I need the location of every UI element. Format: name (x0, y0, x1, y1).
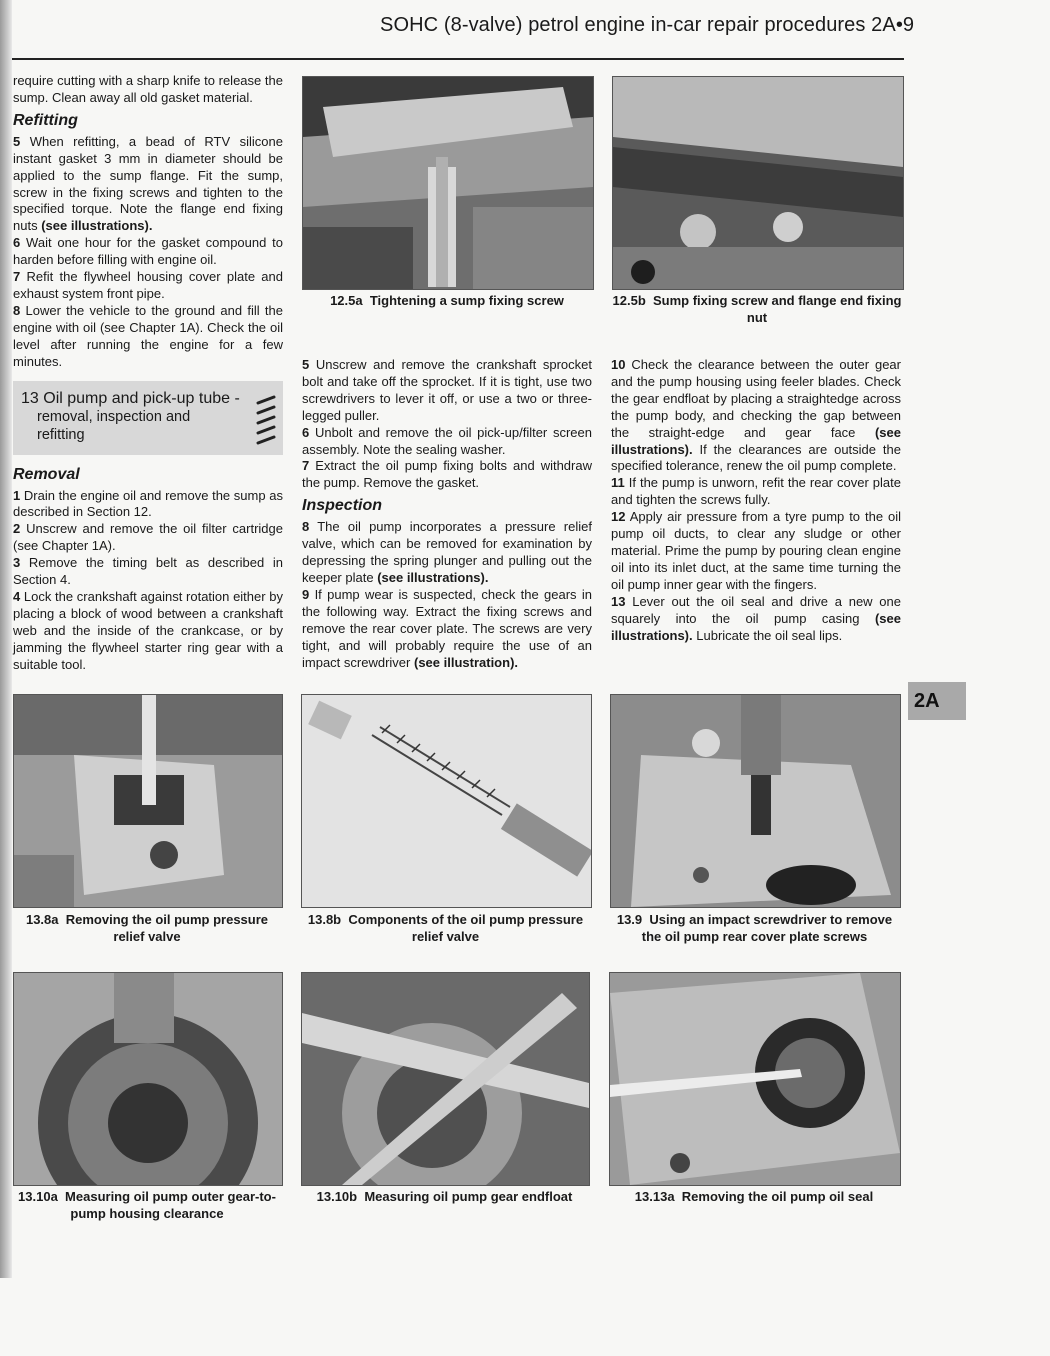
mid-para-8: 8 The oil pump incorporates a pressure relief valve, which can be removed for examination by depressing the spring plunger and pulling out the keeper plate (see illustrations). (302, 519, 592, 585)
right-para-13: 13 Lever out the oil seal and drive a new one squarely into the oil pump casing (see illustrations). Lubricate the oil seal lips. (611, 593, 901, 643)
inspection-heading: Inspection (302, 497, 383, 515)
photo-13-9 (610, 694, 901, 908)
mid-para-6: 6 Unbolt and remove the oil pick-up/filter screen assembly. Note the sealing washer. (302, 424, 592, 457)
header-rule (12, 58, 904, 60)
para-4: 4 Lock the crankshaft against rotation either by placing a block of wood between a crankshaft web and the inside of the crankcase, or by jamming the flywheel starter ring gear with a suitable tool. (13, 588, 283, 672)
photo-12-5b (612, 76, 904, 290)
caption-13-10a: 13.10a Measuring oil pump outer gear-to-pump housing clearance (18, 1189, 276, 1221)
right-para-11: 11 If the pump is unworn, refit the rear cover plate and tighten the screws fully. (611, 475, 901, 508)
para-2: 2 Unscrew and remove the oil filter cartridge (see Chapter 1A). (13, 521, 283, 554)
caption-12-5b: 12.5b Sump fixing screw and flange end fixing nut (612, 293, 902, 325)
right-column (611, 357, 901, 644)
chapter-tab: 2A (908, 682, 966, 720)
section-13-box (13, 381, 283, 455)
photo-13-10a (13, 972, 283, 1186)
intro-text: require cutting with a sharp knife to release the sump. Clean away all old gasket material. (13, 73, 283, 105)
caption-13-13a: 13.13a Removing the oil pump oil seal (634, 1189, 874, 1204)
para-3: 3 Remove the timing belt as described in Section 4. (13, 555, 283, 588)
left-column (13, 73, 283, 673)
right-para-10: 10 Check the clearance between the outer gear and the pump housing using feeler blades. Check the gear endfloat by placing a straightedge across the pump body, and checking the gap between the straight-edge and gear face (see illustrations). If the clearances are outside the specified tolerance, renew the oil pump complete. (611, 357, 901, 474)
mid-para-7: 7 Extract the oil pump fixing bolts and withdraw the pump. Remove the gasket. (302, 458, 592, 491)
removal-heading: Removal (13, 465, 80, 483)
caption-13-8a: 13.8a Removing the oil pump pressure relief valve (25, 912, 269, 944)
page-header: SOHC (8-valve) petrol engine in-car repair procedures 2A•9 (380, 14, 915, 36)
refitting-heading: Refitting (13, 111, 78, 129)
page-spine-shadow (0, 0, 12, 1278)
section-subtitle-2: refitting (37, 426, 85, 443)
middle-column (302, 357, 592, 671)
difficulty-wrench-icon (255, 393, 277, 447)
mid-para-5: 5 Unscrew and remove the crankshaft sprocket bolt and take off the sprocket. If it is tight, use two screwdrivers to lever it off, or use a two or three-legged puller. (302, 357, 592, 423)
para-6: 6 Wait one hour for the gasket compound to harden before filling with engine oil. (13, 235, 283, 268)
section-title: 13 Oil pump and pick-up tube - (21, 389, 240, 407)
photo-13-8b (301, 694, 592, 908)
caption-13-8b: 13.8b Components of the oil pump pressure relief valve (307, 912, 584, 944)
para-5: 5 When refitting, a bead of RTV silicone instant gasket 3 mm in diameter should be applied to the sump flange. Fit the sump, screw in the fixing screws and tighten to the specified torque. Note the flange end fixing nuts (see illustrations). (13, 133, 283, 234)
photo-13-13a (609, 972, 901, 1186)
right-para-12: 12 Apply air pressure from a tyre pump to the oil pump oil ducts, to clear any sludge or other material. Prime the pump by pouring clean engine oil into its inlet duct, at the same time turning the oil pump inner gear with the fingers. (611, 509, 901, 592)
para-8: 8 Lower the vehicle to the ground and fill the engine with oil (see Chapter 1A). Check the oil level after running the engine for a few minutes. (13, 302, 283, 369)
caption-13-10b: 13.10b Measuring oil pump gear endfloat (316, 1189, 573, 1204)
photo-12-5a (302, 76, 594, 290)
para-1: 1 Drain the engine oil and remove the sump as described in Section 12. (13, 487, 283, 520)
photo-13-8a (13, 694, 283, 908)
para-7: 7 Refit the flywheel housing cover plate and exhaust system front pipe. (13, 269, 283, 301)
mid-para-9: 9 If pump wear is suspected, check the gears in the following way. Extract the fixing screws and remove the rear cover plate. The screws are very tight, and will probably require the use of an impact screwdriver (see illustration). (302, 586, 592, 670)
caption-13-9: 13.9 Using an impact screwdriver to remove the oil pump rear cover plate screws (616, 912, 893, 944)
photo-13-10b (301, 972, 590, 1186)
caption-12-5a: 12.5a Tightening a sump fixing screw (330, 293, 564, 308)
section-subtitle-1: removal, inspection and (37, 408, 191, 425)
